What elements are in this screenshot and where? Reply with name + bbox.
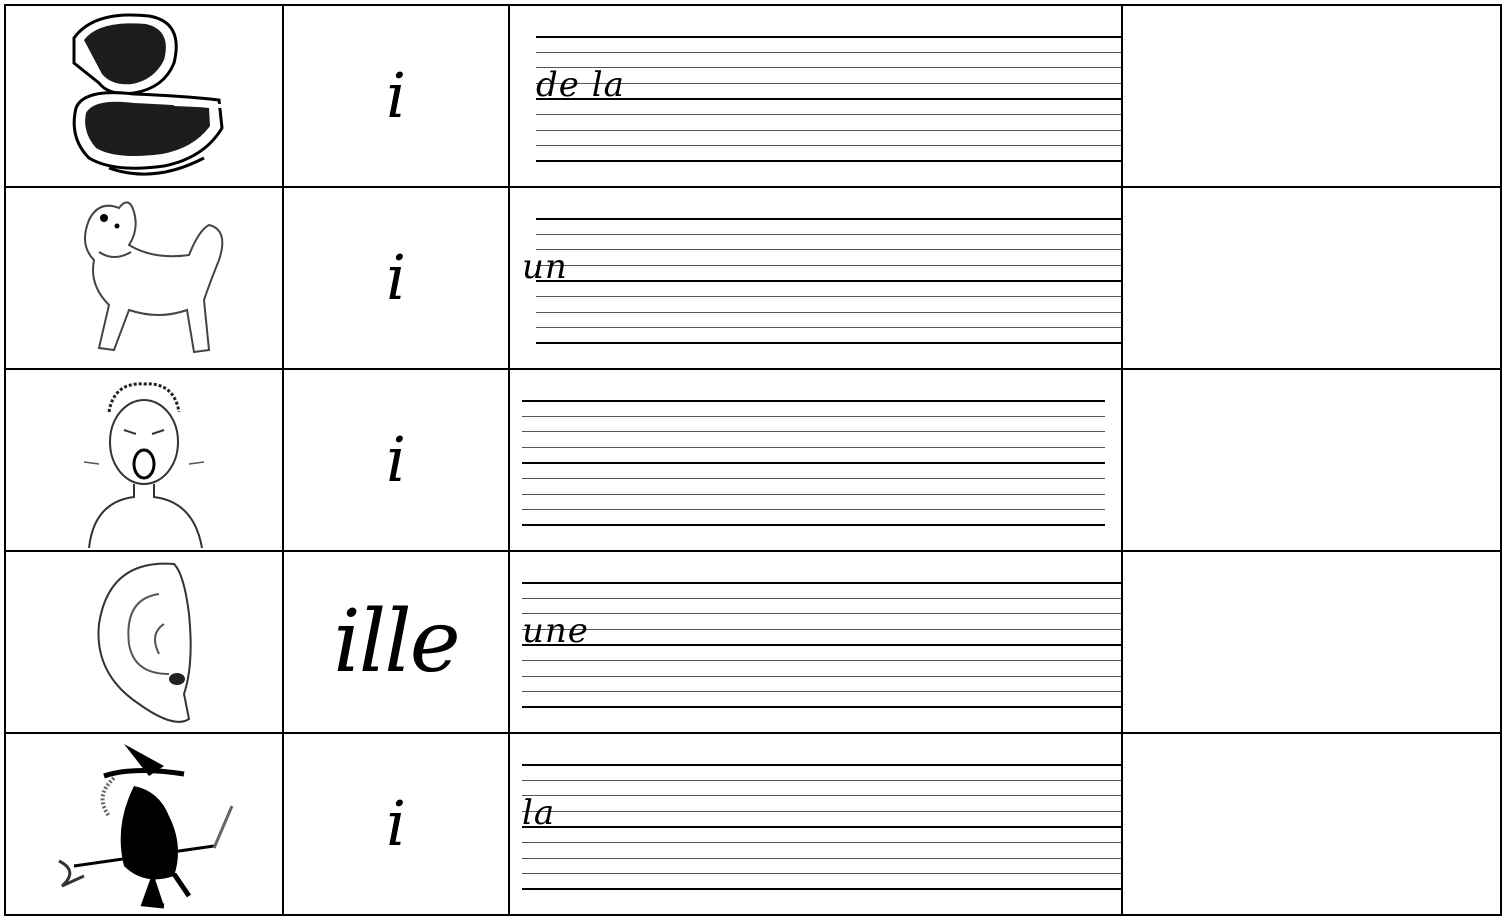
writing-cell[interactable] xyxy=(509,551,1122,733)
sound-letter: i xyxy=(386,241,406,314)
worksheet-row xyxy=(5,551,1501,733)
ruling-line xyxy=(522,494,1105,495)
article-word: la xyxy=(522,793,556,833)
letter-cell xyxy=(283,369,509,551)
ruling-line xyxy=(522,447,1105,448)
ruling-line xyxy=(522,524,1105,526)
writing-lines xyxy=(522,764,1121,890)
ruling-line xyxy=(536,234,1121,235)
writing-cell[interactable] xyxy=(509,187,1122,369)
steak-icon xyxy=(54,8,234,184)
writing-cell[interactable] xyxy=(509,733,1122,915)
ruling-line xyxy=(522,826,1121,828)
ruling-line xyxy=(522,462,1105,464)
ruling-line xyxy=(522,888,1121,890)
sound-letter: i xyxy=(386,423,406,496)
writing-lines xyxy=(522,400,1105,526)
worksheet-table xyxy=(4,4,1502,916)
picture-cell xyxy=(5,187,283,369)
letter-cell xyxy=(283,5,509,187)
ruling-line xyxy=(536,342,1121,344)
sound-letter: i xyxy=(386,59,406,132)
sound-letter: i xyxy=(386,787,406,860)
letter-cell xyxy=(283,187,509,369)
ruling-line xyxy=(536,130,1121,131)
answer-cell[interactable] xyxy=(1122,369,1501,551)
ruling-line xyxy=(522,598,1121,599)
dog-icon xyxy=(59,190,229,366)
letter-cell xyxy=(283,733,509,915)
ruling-line xyxy=(522,629,1121,630)
ruling-line xyxy=(522,764,1121,766)
ruling-line xyxy=(536,52,1121,53)
writing-lines xyxy=(536,218,1121,344)
ruling-line xyxy=(536,327,1121,328)
ruling-line xyxy=(522,400,1105,402)
writing-cell[interactable] xyxy=(509,369,1122,551)
worksheet-row xyxy=(5,733,1501,915)
ruling-line xyxy=(522,795,1121,796)
ear-icon xyxy=(79,554,209,730)
ruling-line xyxy=(522,842,1121,843)
witch-on-broom-icon xyxy=(54,736,234,912)
worksheet-row xyxy=(5,187,1501,369)
ruling-line xyxy=(522,780,1121,781)
worksheet-row xyxy=(5,5,1501,187)
ruling-line xyxy=(522,706,1121,708)
article-word: un xyxy=(522,247,568,287)
answer-cell[interactable] xyxy=(1122,187,1501,369)
picture-cell xyxy=(5,5,283,187)
ruling-line xyxy=(536,265,1121,266)
ruling-line xyxy=(522,509,1105,510)
writing-lines xyxy=(522,582,1121,708)
ruling-line xyxy=(536,296,1121,297)
writing-cell[interactable] xyxy=(509,5,1122,187)
ruling-line xyxy=(522,613,1121,614)
sound-letter: ille xyxy=(333,592,459,692)
ruling-line xyxy=(536,312,1121,313)
shouting-boy-icon xyxy=(64,372,224,548)
picture-cell xyxy=(5,733,283,915)
article-word: une xyxy=(522,611,589,651)
ruling-line xyxy=(522,858,1121,859)
ruling-line xyxy=(522,582,1121,584)
answer-cell[interactable] xyxy=(1122,5,1501,187)
picture-cell xyxy=(5,551,283,733)
ruling-line xyxy=(536,218,1121,220)
ruling-line xyxy=(522,660,1121,661)
ruling-line xyxy=(522,644,1121,646)
answer-cell[interactable] xyxy=(1122,551,1501,733)
picture-cell xyxy=(5,369,283,551)
answer-cell[interactable] xyxy=(1122,733,1501,915)
ruling-line xyxy=(522,676,1121,677)
ruling-line xyxy=(522,873,1121,874)
ruling-line xyxy=(536,145,1121,146)
ruling-line xyxy=(522,431,1105,432)
ruling-line xyxy=(522,691,1121,692)
ruling-line xyxy=(522,811,1121,812)
ruling-line xyxy=(536,160,1121,162)
ruling-line xyxy=(522,478,1105,479)
ruling-line xyxy=(522,416,1105,417)
ruling-line xyxy=(536,36,1121,38)
ruling-line xyxy=(536,249,1121,250)
ruling-line xyxy=(536,114,1121,115)
worksheet-row xyxy=(5,369,1501,551)
ruling-line xyxy=(536,280,1121,282)
letter-cell xyxy=(283,551,509,733)
article-word: de la xyxy=(536,65,625,105)
